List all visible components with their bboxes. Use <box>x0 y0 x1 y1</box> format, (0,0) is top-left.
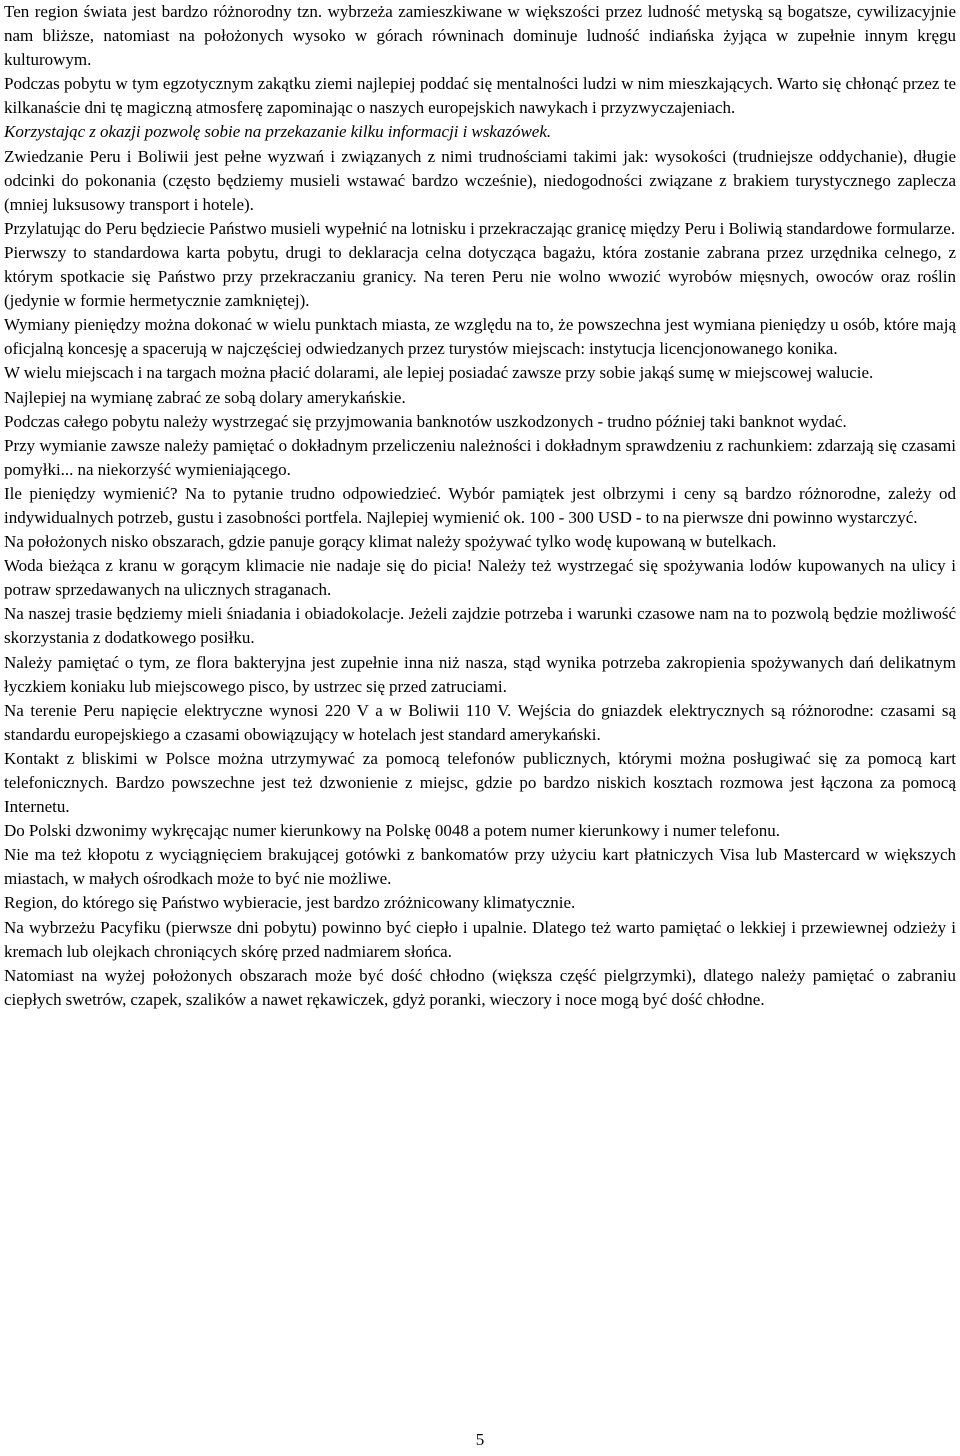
paragraph-intro: Ten region świata jest bardzo różnorodny tzn. wybrzeża zamieszkiwane w większości przez ludność metyską są bogatsze, cywilizacyjnie nam bliższe, natomiast na położonych wysoko w górach równinach dominuje ludność indiańska żyjąca w zupełnie innym kręgu kulturowym. <box>4 2 956 70</box>
paragraph-dollars-payment: W wielu miejscach i na targach można płacić dolarami, ale lepiej posiadać zawsze przy sobie jakąś sumę w miejscowej walucie. <box>4 363 874 383</box>
paragraph-forms: Przylatując do Peru będziecie Państwo musieli wypełnić na lotnisku i przekraczając granicę między Peru i Boliwią standardowe formularze. <box>4 218 956 238</box>
paragraph-bottled-water: Na położonych nisko obszarach, gdzie panuje gorący klimat należy spożywać tylko wodę kupowaną w butelkach. <box>4 532 777 552</box>
paragraph-us-dollars: Najlepiej na wymianę zabrać ze sobą dolary amerykańskie. <box>4 387 406 407</box>
paragraph-customs: Pierwszy to standardowa karta pobytu, drugi to deklaracja celna dotycząca bagażu, która zostanie zabrana przez urzędnika celnego, z którym spotkacie się Państwo przy przekraczaniu granicy. Na teren Peru nie wolno wwozić wyrobów mięsnych, owoców oraz roślin (jedynie w formie hermetycznie zamkniętej). <box>4 242 956 311</box>
paragraph-highlands: Natomiast na wyżej położonych obszarach może być dość chłodno (większa część pielgrzymki), dlatego należy pamiętać o zabraniu ciepłych swetrów, czapek, szalików a nawet rękawiczek, gdyż poranki, wieczory i noce mogą być dość chłodne. <box>4 965 956 1009</box>
paragraph-currency-exchange: Wymiany pieniędzy można dokonać w wielu punktach miasta, ze względu na to, że powszechna jest wymiana pieniędzy u osób, które mają oficjalną koncesję a spacerują w najczęściej odwiedzanych przez turystów miejscach: instytucja licencjonowanego konika. <box>4 315 956 359</box>
paragraph-climate: Region, do którego się Państwo wybieracie, jest bardzo zróżnicowany klimatycznie. <box>4 893 576 913</box>
paragraph-dialing: Do Polski dzwonimy wykręcając numer kierunkowy na Polskę 0048 a potem numer kierunkowy i numer telefonu. <box>4 821 780 841</box>
document-body <box>4 0 956 1012</box>
page-number: 5 <box>475 1430 485 1449</box>
paragraph-tap-water: Woda bieżąca z kranu w gorącym klimacie nie nadaje się do picia! Należy też wystrzegać się spożywania lodów kupowanych na ulicy i potraw sprzedawanych na ulicznych straganach. <box>4 556 956 600</box>
paragraph-how-much: Ile pieniędzy wymienić? Na to pytanie trudno odpowiedzieć. Wybór pamiątek jest olbrzymi i ceny są bardzo różnorodne, zależy od indywidualnych potrzeb, gustu i zasobności portfela. Najlepiej wymienić ok. 100 - 300 USD - to na pierwsze dni powinno wystarczyć. <box>4 483 956 527</box>
paragraph-phones: Kontakt z bliskimi w Polsce można utrzymywać za pomocą telefonów publicznych, którymi można posługiwać się za pomocą kart telefonicznych. Bardzo powszechne jest też dzwonienie z miejsc, gdzie po bardzo niskich kosztach rozmowa jest łączona za pomocą Internetu. <box>4 748 956 817</box>
paragraph-mentality: Podczas pobytu w tym egzotycznym zakątku ziemi najlepiej poddać się mentalności ludzi w nim mieszkających. Warto się chłonąć przez te kilkanaście dni tę magiczną atmosferę zapominając o naszych europejskich nawykach i przyzwyczajeniach. <box>4 74 956 118</box>
paragraph-check-change: Przy wymianie zawsze należy pamiętać o dokładnym przeliczeniu należności i dokładnym sprawdzeniu z rachunkiem: zdarzają się czasami pomyłki... na niekorzyść wymieniającego. <box>4 435 956 479</box>
document-page <box>4 0 956 1456</box>
paragraph-bacteria: Należy pamiętać o tym, ze flora bakteryjna jest zupełnie inna niż nasza, stąd wynika potrzeba zakropienia spożywanych dań delikatnym łyczkiem koniaku lub miejscowego pisco, by ustrzec się przed zatruciami. <box>4 652 956 696</box>
paragraph-damaged-notes: Podczas całego pobytu należy wystrzegać się przyjmowania banknotów uszkodzonych - trudno później taki banknot wydać. <box>4 411 847 431</box>
paragraph-tips-intro: Korzystając z okazji pozwolę sobie na przekazanie kilku informacji i wskazówek. <box>4 122 552 142</box>
paragraph-atm: Nie ma też kłopotu z wyciągnięciem brakującej gotówki z bankomatów przy użyciu kart płatniczych Visa lub Mastercard w większych miastach, w małych ośrodkach może to być nie możliwe. <box>4 845 956 889</box>
paragraph-challenges: Zwiedzanie Peru i Boliwii jest pełne wyzwań i związanych z nimi trudnościami takimi jak: wysokości (trudniejsze oddychanie), długie odcinki do pokonania (często będziemy musieli wstawać bardzo wcześnie), niedogodności związane z brakiem turystycznego zaplecza (mniej luksusowy transport i hotele). <box>4 146 956 214</box>
paragraph-voltage: Na terenie Peru napięcie elektryczne wynosi 220 V a w Boliwii 110 V. Wejścia do gniazdek elektrycznych są różnorodne: czasami są standardu europejskiego a czasami obowiązujący w hotelach jest standard amerykański. <box>4 700 956 744</box>
paragraph-meals: Na naszej trasie będziemy mieli śniadania i obiadokolacje. Jeżeli zajdzie potrzeba i warunki czasowe nam na to pozwolą będzie możliwość skorzystania z dodatkowego posiłku. <box>4 604 956 648</box>
paragraph-pacific: Na wybrzeżu Pacyfiku (pierwsze dni pobytu) powinno być ciepło i upalnie. Dlatego też warto pamiętać o lekkiej i przewiewnej odzieży i kremach lub olejkach chroniących skórę przed nadmiarem słońca. <box>4 917 956 961</box>
